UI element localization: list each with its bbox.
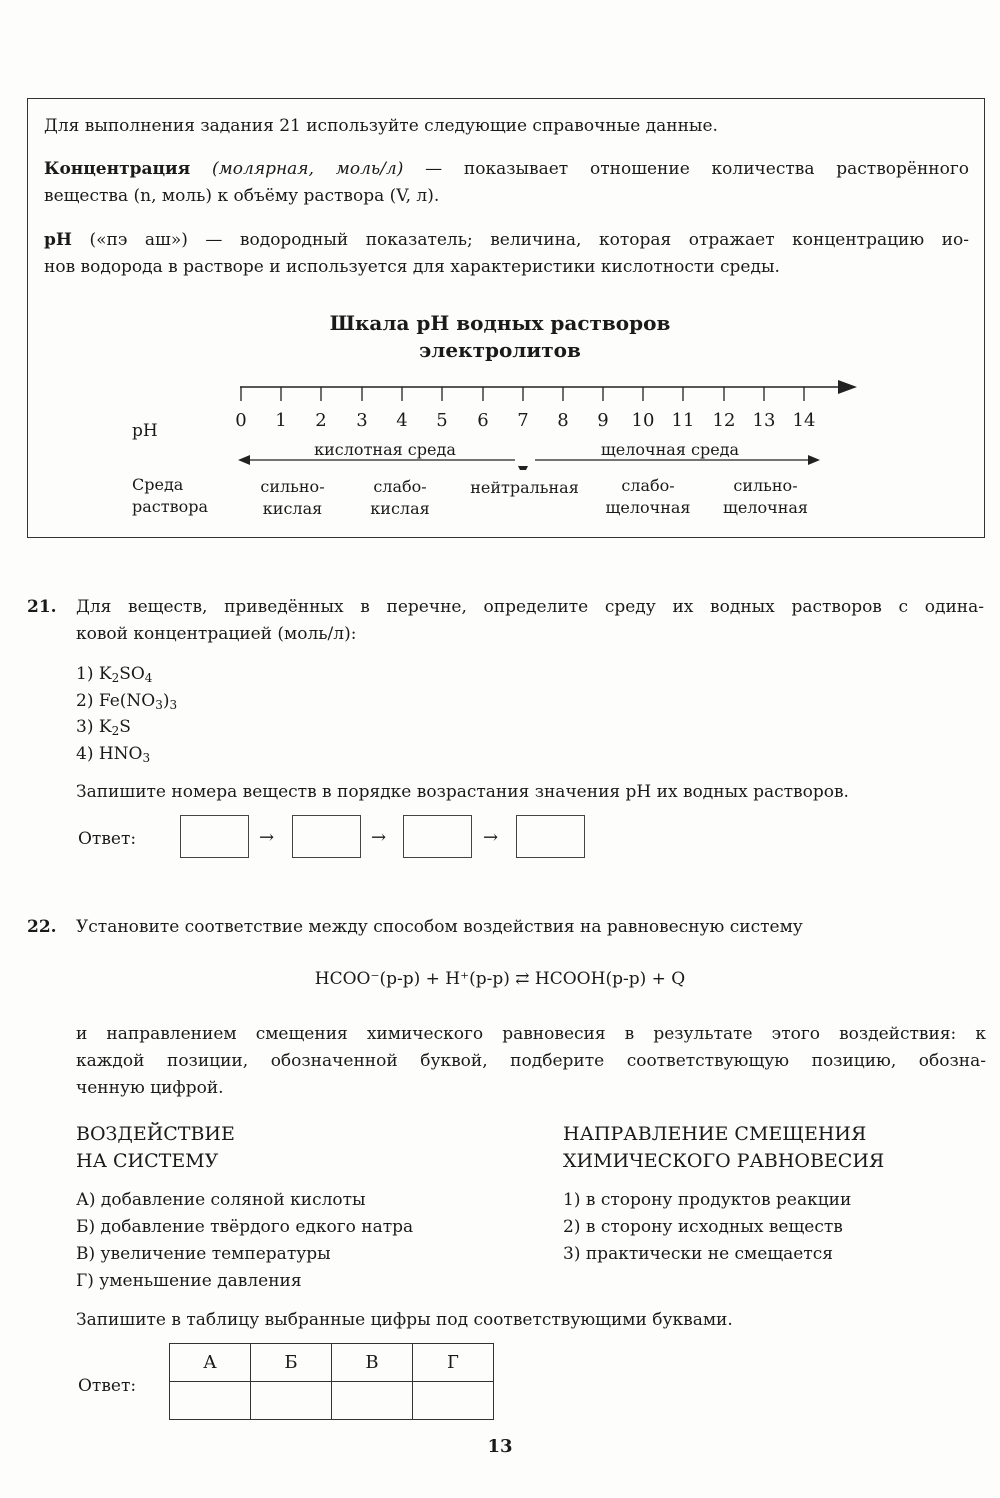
answer-table-header: В bbox=[332, 1344, 413, 1382]
ph-tick: 0 bbox=[235, 410, 247, 431]
ph-definition bbox=[44, 227, 969, 281]
concentration-definition bbox=[44, 156, 969, 210]
ph-tick: 13 bbox=[752, 410, 776, 431]
task-21-instruction: Запишите номера веществ в порядке возрастания значения pH их водных растворов. bbox=[76, 782, 849, 802]
weak-alkaline-label: слабо- щелочная bbox=[605, 476, 691, 517]
answer-cell[interactable] bbox=[251, 1382, 332, 1420]
weak-acid-label: слабо- кислая bbox=[370, 477, 430, 518]
answer-box[interactable] bbox=[180, 815, 249, 858]
answer-cell[interactable] bbox=[413, 1382, 494, 1420]
task-21-item: 3) $K_2S$ bbox=[76, 717, 131, 738]
task-21-answer-label: Ответ: bbox=[78, 829, 137, 849]
list-item: А) добавление соляной кислоты bbox=[76, 1190, 366, 1210]
influence-list bbox=[76, 1187, 413, 1295]
ph-row-label: pH bbox=[132, 421, 158, 441]
answer-table-header: Б bbox=[251, 1344, 332, 1382]
ph-tick: 7 bbox=[517, 410, 529, 431]
task-22-text-2: и направлением смещения химического равновесия в результате этого воздействия: к каждой позиции, обозначенной буквой, подберите соответствующую позицию, обозна- ченную цифрой. bbox=[76, 1024, 986, 1098]
answer-table-header: Г bbox=[413, 1344, 494, 1382]
ph-tick: 8 bbox=[557, 410, 569, 431]
right-column-heading: НАПРАВЛЕНИЕ СМЕЩЕНИЯ ХИМИЧЕСКОГО РАВНОВЕСИЯ bbox=[563, 1123, 885, 1172]
task-21-number: 21. bbox=[27, 597, 57, 617]
answer-box[interactable] bbox=[292, 815, 361, 858]
task-21-item: 1) $K_2SO_4$ bbox=[76, 664, 153, 685]
concentration-term: Концентрация bbox=[44, 159, 191, 179]
ph-tick: 3 bbox=[356, 410, 368, 431]
list-item: 1) в сторону продуктов реакции bbox=[563, 1190, 852, 1210]
answer-table-header: А bbox=[170, 1344, 251, 1382]
concentration-text-2: вещества (n, моль) к объёму раствора (V, л). bbox=[44, 186, 440, 206]
task-22-number: 22. bbox=[27, 917, 57, 937]
task-21-text: Для веществ, приведённых в перечне, определите среду их водных растворов с одина- ковой концентрацией (моль/л): bbox=[76, 597, 984, 644]
answer-table bbox=[169, 1343, 494, 1420]
task-22-text-1: Установите соответствие между способом воздействия на равновесную систему bbox=[76, 917, 803, 937]
scale-title-1: Шкала pH водных растворов bbox=[329, 311, 671, 335]
ph-tick: 1 bbox=[275, 410, 287, 431]
scale-title-2: электролитов bbox=[419, 338, 581, 362]
medium-row-label: Среда раствора bbox=[132, 475, 209, 516]
concentration-text-1: — показывает отношение количества растворённого bbox=[403, 159, 969, 179]
ph-text-2: нов водорода в растворе и используется для характеристики кислотности среды. bbox=[44, 257, 780, 277]
ph-tick: 9 bbox=[597, 410, 609, 431]
task-22-instruction: Запишите в таблицу выбранные цифры под соответствующими буквами. bbox=[76, 1310, 733, 1330]
sequence-arrow: → bbox=[483, 827, 499, 848]
ph-tick: 11 bbox=[671, 410, 695, 431]
list-item: 2) в сторону исходных веществ bbox=[563, 1217, 843, 1237]
answer-box[interactable] bbox=[403, 815, 472, 858]
page-number: 13 bbox=[487, 1436, 513, 1457]
sequence-arrow: → bbox=[371, 827, 387, 848]
ph-tick: 2 bbox=[315, 410, 327, 431]
ph-tick: 4 bbox=[396, 410, 408, 431]
ph-tick: 12 bbox=[712, 410, 736, 431]
ph-tick: 5 bbox=[436, 410, 448, 431]
answer-cell[interactable] bbox=[170, 1382, 251, 1420]
sequence-arrow: → bbox=[259, 827, 275, 848]
list-item: 3) практически не смещается bbox=[563, 1244, 833, 1264]
task-21-item: 2) $Fe(NO_3)_3$ bbox=[76, 691, 178, 712]
task-21-item: 4) $HNO_3$ bbox=[76, 744, 151, 765]
ph-tick: 10 bbox=[631, 410, 655, 431]
ph-text-1: («пэ аш») — водородный показатель; величина, которая отражает концентрацию ио- bbox=[71, 230, 969, 250]
reference-intro: Для выполнения задания 21 используйте следующие справочные данные. bbox=[44, 116, 718, 136]
list-item: В) увеличение температуры bbox=[76, 1244, 331, 1264]
answer-cell[interactable] bbox=[332, 1382, 413, 1420]
answer-box[interactable] bbox=[516, 815, 585, 858]
acid-medium-label: кислотная среда bbox=[314, 440, 456, 459]
ph-tick: 6 bbox=[477, 410, 489, 431]
task-22-answer-label: Ответ: bbox=[78, 1376, 137, 1396]
neutral-label: нейтральная bbox=[470, 478, 579, 497]
equilibrium-equation: HCOO⁻(р-р) + H⁺(р-р) ⇄ HCOOH(р-р) + Q bbox=[314, 969, 686, 989]
concentration-units: (молярная, моль/л) bbox=[212, 159, 404, 179]
shift-direction-list bbox=[563, 1187, 851, 1268]
list-item: Г) уменьшение давления bbox=[76, 1271, 302, 1291]
list-item: Б) добавление твёрдого едкого натра bbox=[76, 1217, 414, 1237]
strong-alkaline-label: сильно- щелочная bbox=[722, 476, 808, 517]
strong-acid-label: сильно- кислая bbox=[260, 477, 325, 518]
left-column-heading: ВОЗДЕЙСТВИЕ НА СИСТЕМУ bbox=[76, 1123, 235, 1172]
alkaline-medium-label: щелочная среда bbox=[600, 440, 740, 459]
ph-tick: 14 bbox=[792, 410, 816, 431]
ph-term: pH bbox=[44, 230, 72, 250]
